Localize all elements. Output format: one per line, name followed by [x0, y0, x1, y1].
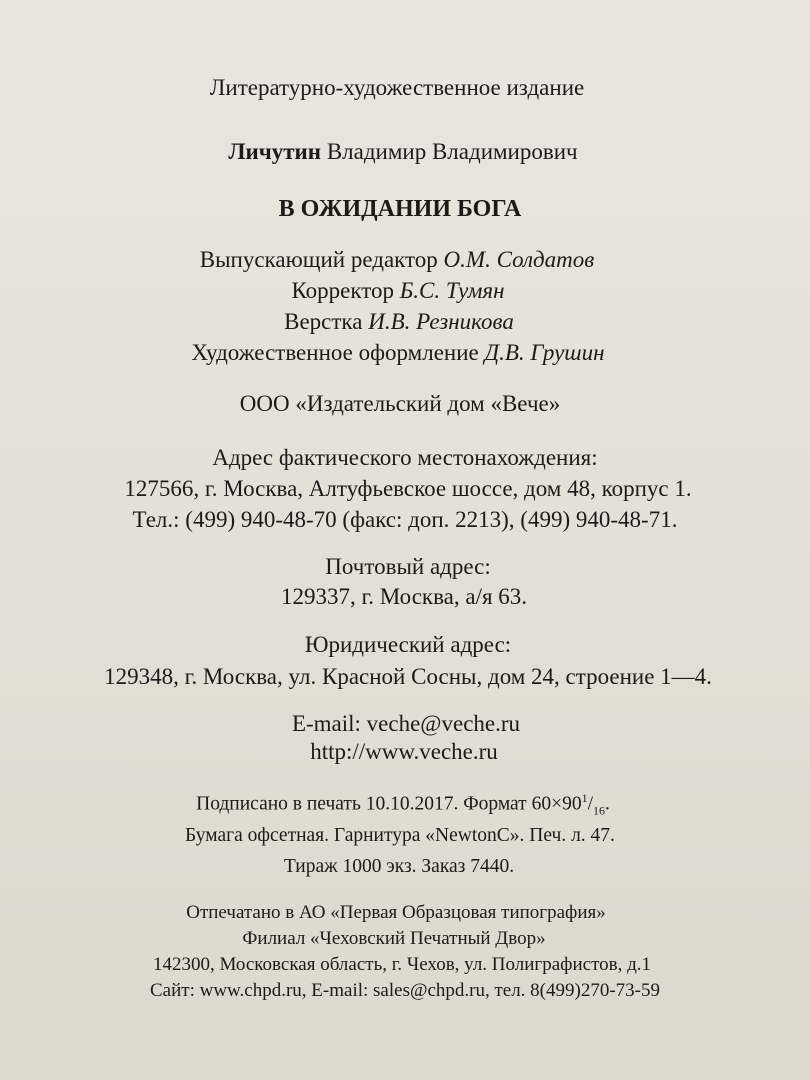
legal-address: 129348, г. Москва, ул. Красной Сосны, дом 24, строение 1—4.: [104, 664, 712, 689]
staff-name: О.М. Солдатов: [443, 247, 595, 272]
staff-name: Б.С. Тумян: [399, 278, 505, 303]
format-superscript: 1: [581, 791, 588, 805]
imprint-run: Тираж 1000 экз. Заказ 7440.: [283, 856, 515, 877]
staff-role: Художественное оформление: [191, 340, 479, 365]
postal-address-label: Почтовый адрес:: [325, 554, 491, 579]
email: E-mail: veche@veche.ru: [291, 711, 521, 736]
staff-layout: [0, 310, 804, 333]
staff-role: Выпускающий редактор: [199, 247, 438, 272]
printer-line-2: Филиал «Чеховский Печатный Двор»: [242, 928, 546, 949]
staff-editor: [0, 248, 802, 271]
actual-address: 127566, г. Москва, Алтуфьевское шоссе, дом 48, корпус 1.: [124, 476, 692, 501]
author-surname: Личутин: [228, 139, 322, 164]
author-given-names: Владимир Владимирович: [326, 139, 578, 164]
author: [0, 140, 808, 163]
format-slash: /: [587, 793, 593, 815]
book-title: В ОЖИДАНИИ БОГА: [278, 196, 522, 222]
publisher: ООО «Издательский дом «Вече»: [239, 391, 561, 416]
legal-address-label: Юридический адрес:: [304, 632, 512, 657]
imprint-signed-text: Подписано в печать 10.10.2017. Формат 60×90: [196, 793, 582, 815]
printer-line-1: Отпечатано в АО «Первая Образцовая типография»: [186, 902, 606, 923]
staff-role: Верстка: [284, 309, 363, 334]
format-end: .: [605, 793, 610, 815]
imprint-paper: Бумага офсетная. Гарнитура «NewtonC». Печ. л. 47.: [185, 825, 615, 846]
staff-art-design: [0, 341, 803, 364]
postal-address: 129337, г. Москва, а/я 63.: [280, 584, 528, 609]
imprint-signed: [0, 792, 808, 816]
staff-name: Д.В. Грушин: [484, 340, 605, 365]
printer-line-3: 142300, Московская область, г. Чехов, ул. Полиграфистов, д.1: [152, 954, 652, 975]
website: http://www.veche.ru: [310, 739, 498, 764]
staff-name: И.В. Резникова: [368, 309, 514, 334]
staff-role: Корректор: [291, 278, 394, 303]
staff-proofreader: [0, 279, 803, 302]
printer-line-4: Сайт: www.chpd.ru, E-mail: sales@chpd.ru, тел. 8(499)270-73-59: [150, 980, 660, 1001]
edition-type: Литературно-художественное издание: [209, 75, 585, 100]
phone: Тел.: (499) 940-48-70 (факс: доп. 2213), (499) 940-48-71.: [132, 507, 678, 532]
actual-address-label: Адрес фактического местонахождения:: [212, 445, 598, 470]
format-subscript: 16: [593, 803, 605, 818]
